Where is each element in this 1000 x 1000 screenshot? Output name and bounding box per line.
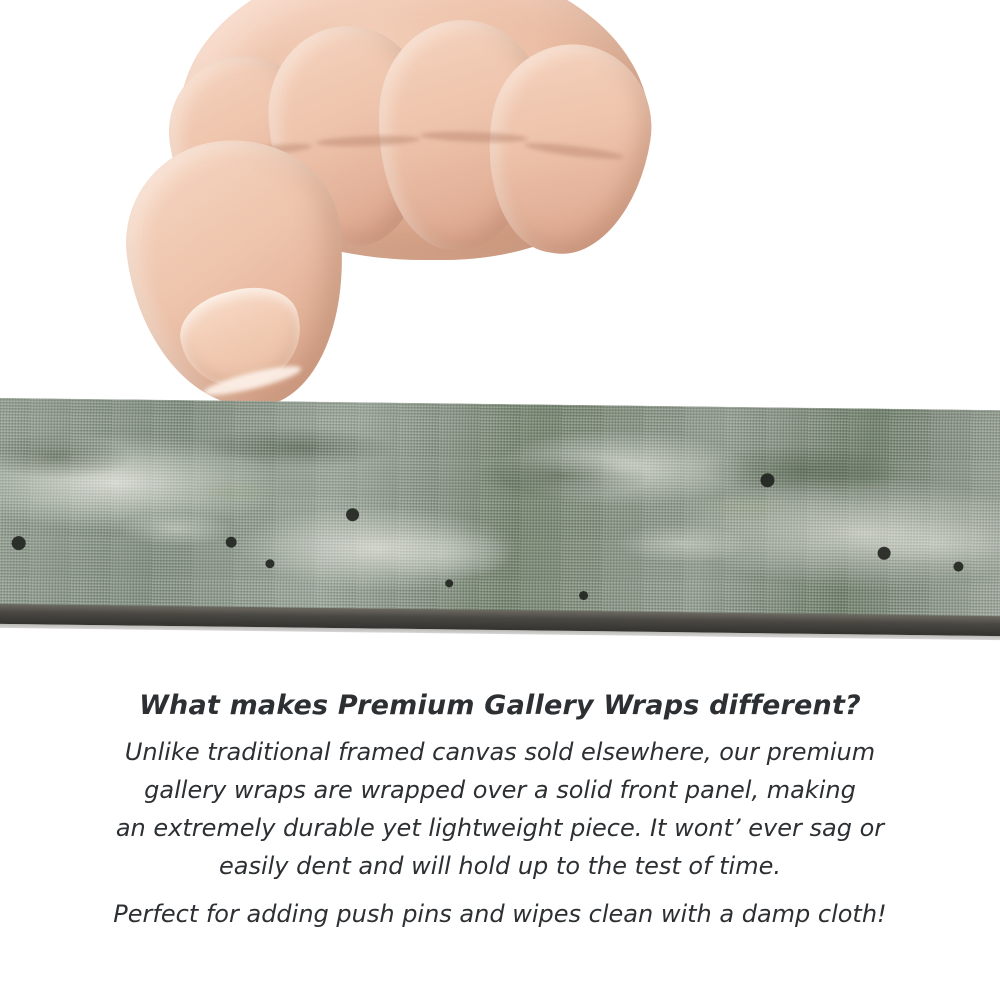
canvas-speck (226, 537, 237, 548)
canvas-speck (760, 473, 774, 487)
canvas-speck (346, 508, 359, 521)
canvas-weave-texture (0, 398, 1000, 618)
canvas-speck (953, 562, 963, 572)
canvas-speck (265, 559, 274, 568)
caption-block (0, 690, 1000, 933)
caption-line-3: an extremely durable yet lightweight piece. It wont’ ever sag or (115, 814, 885, 842)
canvas-speck (12, 536, 26, 550)
caption-line-4: easily dent and will hold up to the test of time. (218, 852, 781, 880)
caption-closing-line: Perfect for adding push pins and wipes clean with a damp cloth! (113, 900, 887, 928)
hand-illustration (120, 0, 680, 430)
gallery-wrap-canvas-edge (0, 398, 1000, 640)
canvas-speck (878, 547, 891, 560)
caption-heading: What makes Premium Gallery Wraps different? (139, 690, 861, 721)
thumbnail (172, 277, 312, 399)
canvas-speck (445, 579, 453, 587)
canvas-printed-face (0, 398, 1000, 618)
caption-line-1: Unlike traditional framed canvas sold elsewhere, our premium (124, 738, 876, 766)
caption-line-2: gallery wraps are wrapped over a solid front panel, making (144, 776, 856, 804)
canvas-speck (579, 591, 588, 600)
